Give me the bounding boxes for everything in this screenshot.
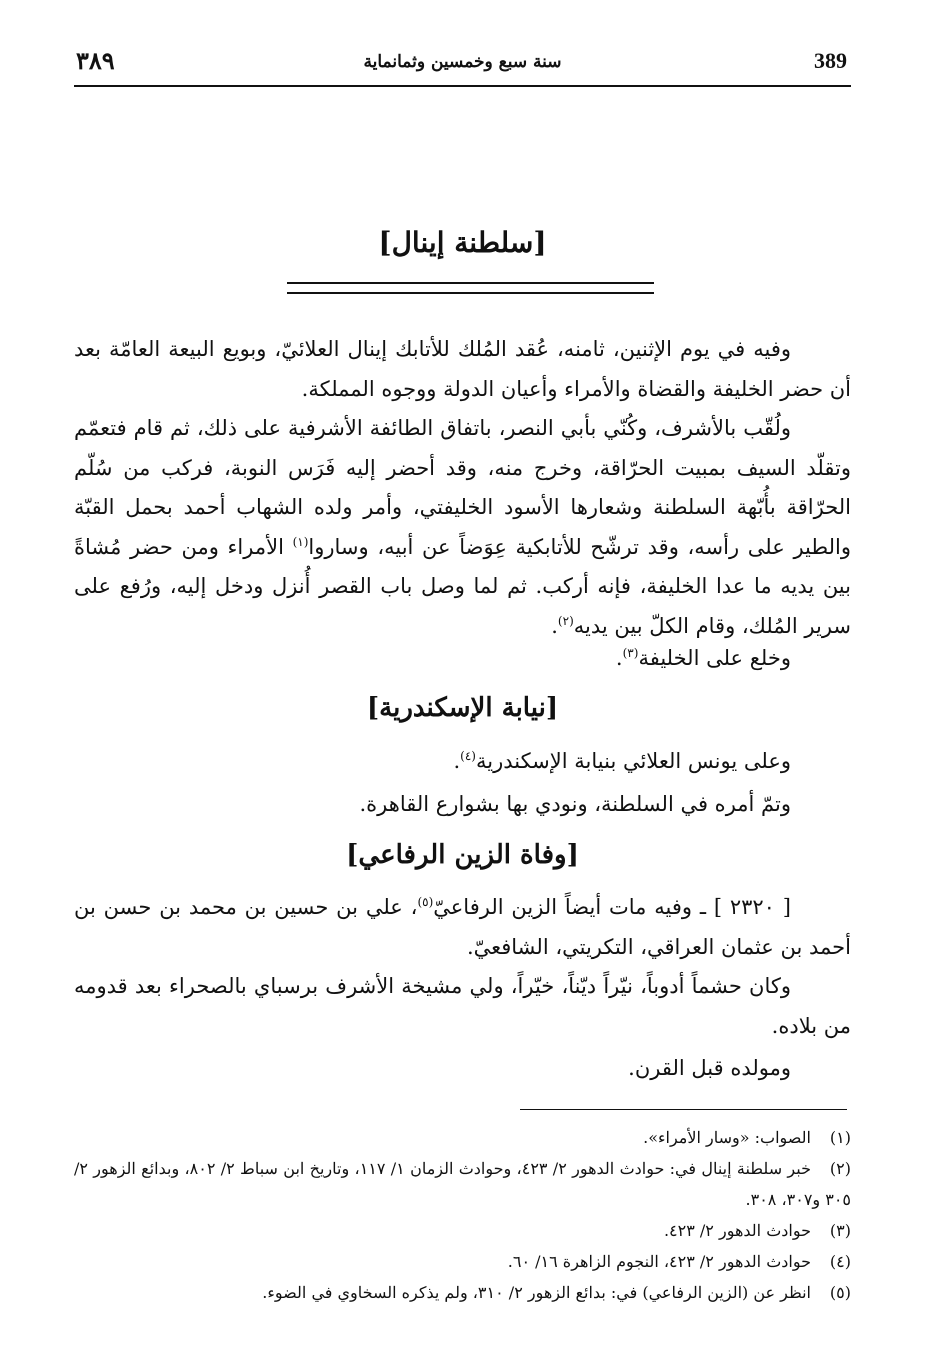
section-heading-alexandria <box>74 693 851 723</box>
paragraph-rifai-3 <box>74 1049 851 1089</box>
footnote-number: (٣) <box>829 1221 851 1240</box>
footnote-number: (٢) <box>829 1159 851 1178</box>
page-number-latin: 389 <box>814 48 847 73</box>
punctuation: . <box>551 613 558 638</box>
footnote-number: (١) <box>829 1128 851 1147</box>
footnote-item <box>74 1277 851 1308</box>
footnote-item <box>74 1246 851 1277</box>
paragraph-inal-1 <box>74 330 851 409</box>
footnote-text: حوادث الدهور ٢/ ٤٢٣. <box>663 1221 811 1240</box>
paragraph-text: ومولده قبل القرن. <box>628 1056 791 1080</box>
heading-text: [سلطنة إينال] <box>378 226 547 259</box>
footnote-ref[interactable]: (٣) <box>622 646 639 660</box>
paragraph-text: ولُقّب بالأشرف، وكُنّي بأبي النصر، باتفاق الطائفة الأشرفية على ذلك، ثم قام فتعمّم وتقلّد السيف بمبيت الحرّاقة، وخرج منه، وقد أحضر إليه فَرَس النوبة، فركب من سُلّم الحرّاقة بأُبّهة السلطنة وشعارها الأسود الخليفتي، وأمر ولده الشهاب أحمد بحمل القبّة والطير على رأسه، وقد ترشّح للأتابكية عِوَضاً عن أبيه، وساروا <box>74 416 851 559</box>
punctuation: . <box>453 749 461 773</box>
paragraph-inal-2 <box>74 409 851 646</box>
page-number-arabic: ٣٨٩ <box>76 46 115 75</box>
section-heading-inal <box>74 226 851 259</box>
paragraph-text: وعلى يونس العلائي بنيابة الإسكندرية <box>475 749 791 773</box>
section-heading-rifai <box>74 840 851 870</box>
paragraph-text: وفيه في يوم الإثنين، ثامنه، عُقد المُلك للأتابك إينال العلائيّ، وبويع البيعة العامّة بعد أن حضر الخليفة والقضاة والأمراء وأعيان الدولة ووجوه المملكة. <box>74 337 851 401</box>
footnote-ref[interactable]: (١) <box>292 534 309 549</box>
heading-text: [نيابة الإسكندرية] <box>366 693 559 723</box>
paragraph-rifai-2 <box>74 967 851 1046</box>
footnote-ref[interactable]: (٥) <box>417 895 434 909</box>
page-header <box>74 44 851 84</box>
paragraph-text: وكان حشماً أدوباً، نيّراً ديّناً، خيّراً، ولي مشيخة الأشرف برسباي بالصحراء بعد قدومه من بلاده. <box>74 974 851 1038</box>
footnote-item <box>74 1153 851 1215</box>
paragraph-alexandria-2 <box>74 785 851 825</box>
footnote-text: خبر سلطنة إينال في: حوادث الدهور ٢/ ٤٢٣، وحوادث الزمان ١/ ١١٧، وتاريخ ابن سباط ٢/ ٨٠٢، وبدائع الزهور ٢/ ٣٠٥ و٣٠٧، ٣٠٨. <box>74 1159 851 1209</box>
footnote-item <box>74 1215 851 1246</box>
paragraph-text: الأمراء ومن حضر مُشاةً بين يديه ما عدا الخليفة، فإنه أركب. ثم لما وصل باب القصر أُنزل ودخل إليه، ورُفع على سرير المُلك، وقام الكلّ بين يديه <box>74 534 851 638</box>
ornamental-double-rule <box>287 282 654 294</box>
footnotes <box>74 1122 851 1308</box>
punctuation: . <box>615 646 623 670</box>
footnote-text: انظر عن (الزين الرفاعي) في: بدائع الزهور ٢/ ٣١٠، ولم يذكره السخاوي في الضوء. <box>262 1283 811 1302</box>
paragraph-text: [ ٢٣٢٠ ] ـ وفيه مات أيضاً الزين الرفاعيّ <box>433 895 791 919</box>
footnote-rule <box>520 1109 847 1110</box>
paragraph-text: وتمّ أمره في السلطنة، ونودي بها بشوارع القاهرة. <box>359 792 791 816</box>
footnote-text: حوادث الدهور ٢/ ٤٢٣، النجوم الزاهرة ١٦/ ٦٠. <box>507 1252 811 1271</box>
footnote-number: (٥) <box>829 1283 851 1302</box>
paragraph-text: ، علي بن حسين بن محمد بن حسن بن أحمد بن عثمان العراقي، التكريتي، الشافعيّ. <box>74 895 851 959</box>
paragraph-alexandria-1 <box>74 742 851 782</box>
footnote-text: الصواب: «وسار الأمراء». <box>643 1128 811 1147</box>
footnote-ref[interactable]: (٢) <box>557 613 574 628</box>
paragraph-rifai-1 <box>74 888 851 967</box>
footnote-item <box>74 1122 851 1153</box>
footnote-number: (٤) <box>829 1252 851 1271</box>
paragraph-inal-3 <box>74 639 851 679</box>
header-rule <box>74 85 851 87</box>
paragraph-text: وخلع على الخليفة <box>638 646 791 670</box>
heading-text: [وفاة الزين الرفاعي] <box>346 840 579 870</box>
running-title: سنة سبع وخمسين وثمانماية <box>363 52 562 72</box>
footnote-ref[interactable]: (٤) <box>460 749 476 763</box>
